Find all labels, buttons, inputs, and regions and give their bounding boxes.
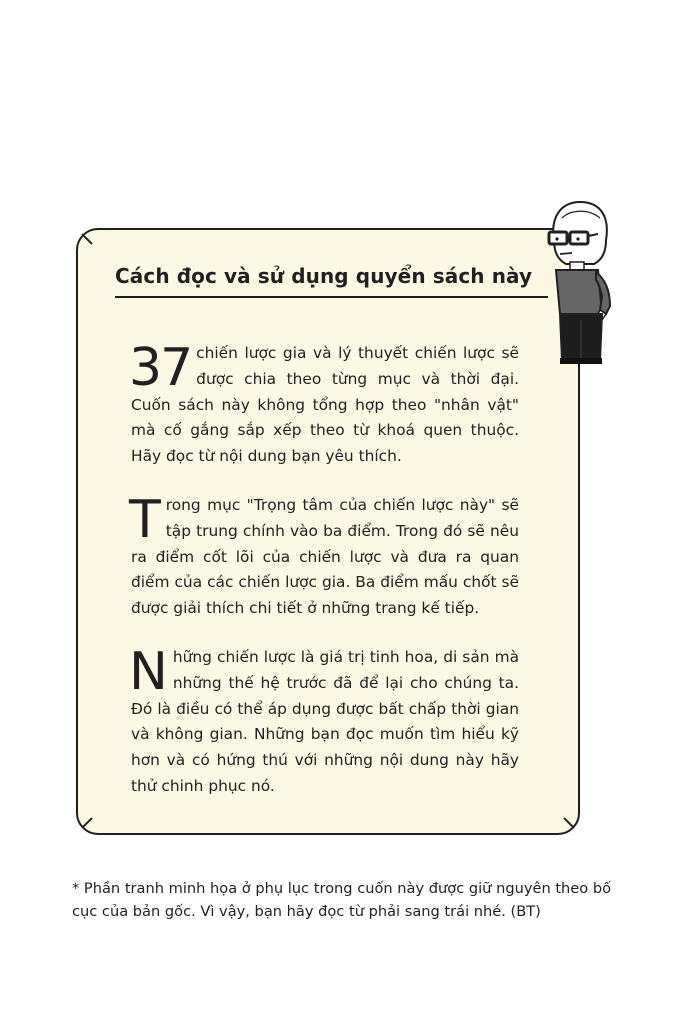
mascot-illustration (540, 196, 620, 368)
title-underline (115, 296, 548, 298)
paragraph-2 (129, 490, 519, 622)
footnote: * Phần tranh minh họa ở phụ lục trong cuốn này được giữ nguyên theo bố cục của bản gốc. Vì vậy, bạn hãy đọc từ phải sang trái nhé. (BT) (72, 880, 612, 920)
paragraph-text: chiến lược gia và lý thuyết chiến lược sẽ được chia theo từng mục và thời đại. Cuốn sách này không tổng hợp theo "nhân vật" mà cố gắng sắp xếp theo từ khoá quen thuộc. Hãy đọc từ nội dung bạn yêu thích. (131, 344, 519, 466)
drop-cap: N (129, 642, 168, 702)
drop-cap: 37 (129, 338, 192, 398)
paragraph-3 (129, 642, 519, 800)
drop-cap: T (129, 490, 161, 550)
paragraph-1 (129, 338, 519, 470)
paragraph-text: hững chiến lược là giá trị tinh hoa, di sản mà những thế hệ trước đã để lại cho chúng ta. Đó là điều có thể áp dụng được bất chấp thời gian và không gian. Những bạn đọc muốn tìm hiểu kỹ hơn và có hứng thú với những nội dung này hãy thử chinh phục nó. (131, 648, 519, 795)
paragraph-text: rong mục "Trọng tâm của chiến lược này" sẽ tập trung chính vào ba điểm. Trong đó sẽ nêu ra điểm cốt lõi của chiến lược và đưa ra quan điểm của các chiến lược gia. Ba điểm mấu chốt sẽ được giải thích chi tiết ở những trang kế tiếp. (131, 496, 519, 618)
card-title: Cách đọc và sử dụng quyển sách này (115, 264, 533, 288)
